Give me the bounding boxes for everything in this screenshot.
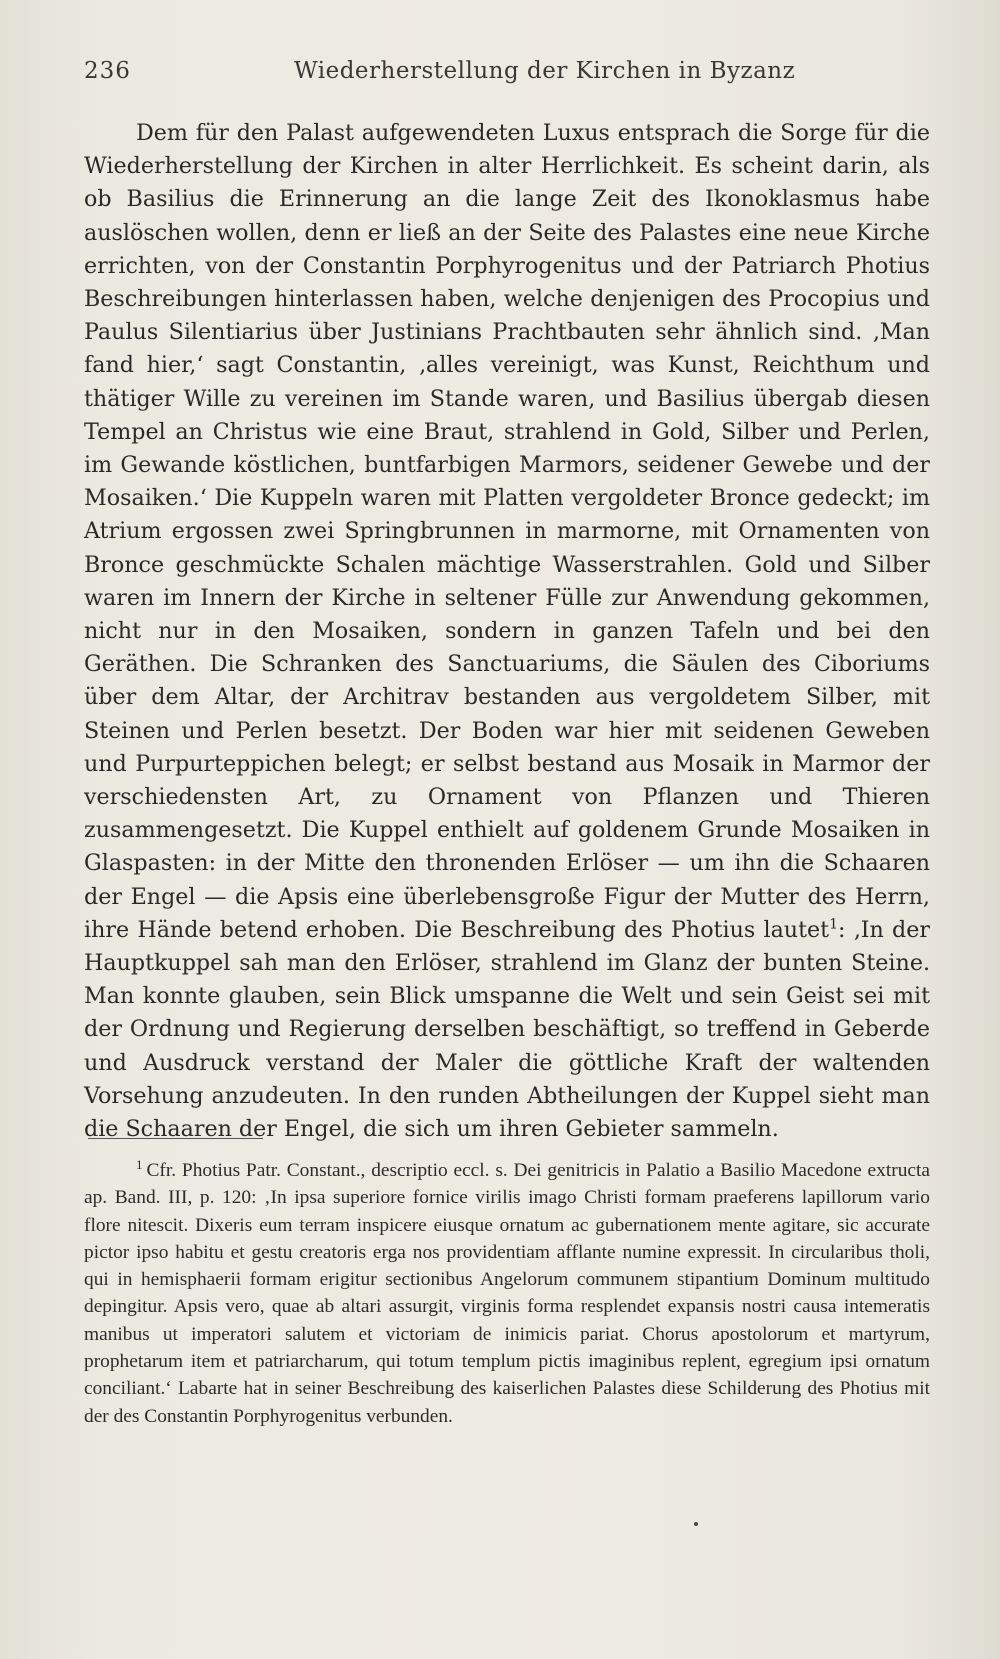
footnote-reference: 1	[829, 916, 838, 933]
footnote-text: Cfr. Photius Patr. Constant., descriptio eccl. s. Dei genitricis in Palatio a Basilio Macedone extructa ap. Band. III, p. 120: ‚In ipsa superiore fornice virilis imago Christi formam praeferens lapillorum vario flore nitescit. Dixeris eum terram inspicere eiusque ornatum ac gubernationem mente agitare, sic accurate pictor ipso habitu et gestu creatoris erga nos providentiam afflante numine expressit. In circularibus tholi, qui in hemisphaerii formam erigitur sectionibus Angelorum communem stipantium Dominum multitudo depingitur. Apsis vero, quae ab altari assurgit, virginis forma resplendet expansis nostri causa intemeratis manibus ut imperatori salutem et victoriam de inimicis pariat. Chorus apostolorum et martyrum, prophetarum item et patriarcharum, qui totum templum pictis imaginibus replent, egregium ipsi ornatum conciliant.‘ Labarte hat in seiner Beschreibung des kaiserlichen Palastes diese Schilderung des Photius mit der des Constantin Porphyrogenitus verbunden.	[84, 1160, 930, 1427]
footnote-paragraph	[84, 1157, 930, 1430]
footnote-divider	[88, 1138, 263, 1139]
running-title: Wiederherstellung der Kirchen in Byzanz	[294, 58, 796, 84]
paragraph-text-part-2: : ‚In der Hauptkuppel sah man den Erlöser, strahlend im Glanz der bunten Steine. Man konnte glauben, sein Blick umspanne die Welt und sein Geist sei mit der Ordnung und Regierung derselben beschäftigt, so treffend in Geberde und Ausdruck verstand der Maler die göttliche Kraft der waltenden Vorsehung anzudeuten. In den runden Abtheilungen der Kuppel sieht man die Schaaren der Engel, die sich um ihren Gebieter sammeln.	[84, 916, 930, 1143]
main-text	[84, 117, 930, 1146]
footnote-marker: 1	[136, 1156, 143, 1172]
page-header	[84, 52, 930, 92]
paragraph-text-part-1: Dem für den Palast aufgewendeten Luxus entsprach die Sorge für die Wiederherstellung der Kirchen in alter Herrlichkeit. Es scheint darin, als ob Basilius die Erinnerung an die lange Zeit des Ikonoklasmus habe auslöschen wollen, denn er ließ an der Seite des Palastes eine neue Kirche errichten, von der Constantin Porphyrogenitus und der Patriarch Photius Beschreibungen hinterlassen haben, welche denjenigen des Procopius und Paulus Silentiarius über Justinians Prachtbauten sehr ähnlich sind. ‚Man fand hier,‘ sagt Constantin, ‚alles vereinigt, was Kunst, Reichthum und thätiger Wille zu vereinen im Stande waren, und Basilius übergab diesen Tempel an Christus wie eine Braut, strahlend in Gold, Silber und Perlen, im Gewande köstlichen, buntfarbigen Marmors, seidener Gewebe und der Mosaiken.‘ Die Kuppeln waren mit Platten vergoldeter Bronce gedeckt; im Atrium ergossen zwei Springbrunnen in marmorne, mit Ornamenten von Bronce geschmückte Schalen mächtige Wasserstrahlen. Gold und Silber waren im Innern der Kirche in seltener Fülle zur Anwendung gekommen, nicht nur in den Mosaiken, sondern in ganzen Tafeln und bei den Geräthen. Die Schranken des Sanctuariums, die Säulen des Ciboriums über dem Altar, der Architrav bestanden aus vergoldetem Silber, mit Steinen und Perlen besetzt. Der Boden war hier mit seidenen Geweben und Purpurteppichen belegt; er selbst bestand aus Mosaik in Marmor der verschiedensten Art, zu Ornament von Pflanzen und Thieren zusammengesetzt. Die Kuppel enthielt auf goldenem Grunde Mosaiken in Glaspasten: in der Mitte den thronenden Erlöser — um ihn die Schaaren der Engel — die Apsis eine überlebensgroße Figur der Mutter des Herrn, ihre Hände betend erhoben. Die Beschreibung des Photius lautet	[84, 120, 930, 943]
footnote	[84, 1157, 930, 1430]
page-number: 236	[84, 58, 131, 84]
print-speck	[694, 1522, 698, 1526]
main-paragraph	[84, 117, 930, 1146]
